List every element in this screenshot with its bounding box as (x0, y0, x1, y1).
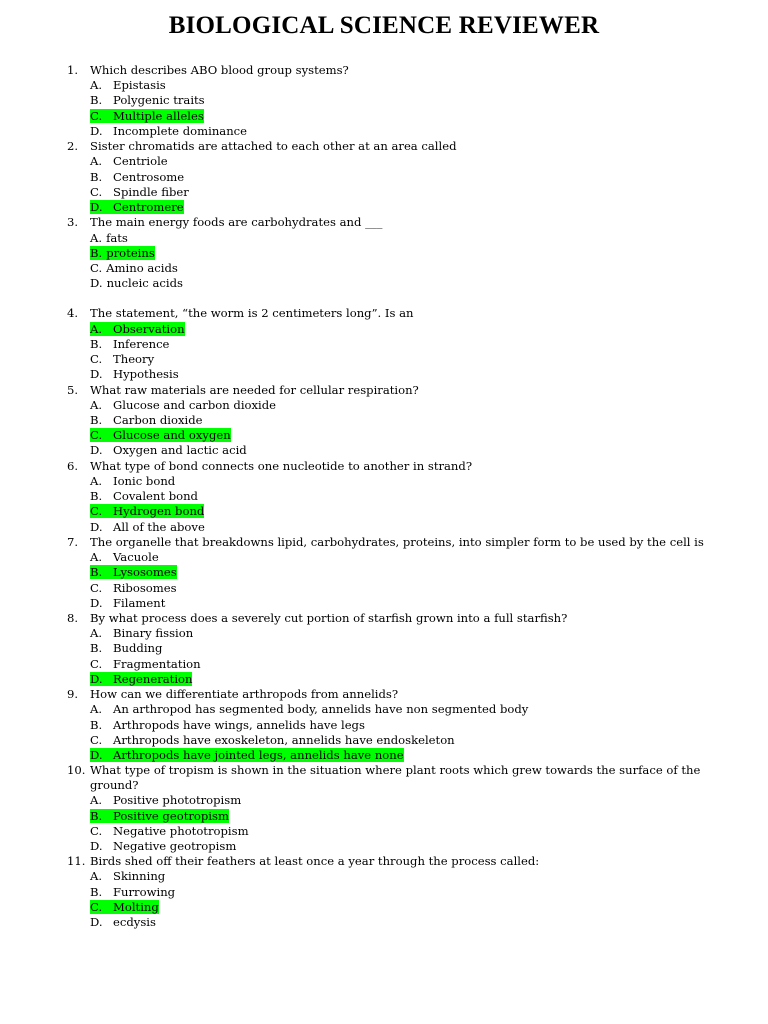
option-text: Centriole (113, 154, 168, 168)
option-text: Incomplete dominance (113, 124, 248, 138)
option-text: Molting (113, 900, 159, 914)
option-6b (90, 489, 198, 504)
option-letter: D. (90, 276, 103, 290)
option-8c (90, 657, 201, 672)
question-text: Which describes ABO blood group systems? (90, 63, 349, 77)
question-number: 9. (67, 687, 79, 701)
option-letter: A. (90, 793, 103, 807)
option-letter: A. (90, 398, 103, 412)
option-letter: C. (90, 900, 103, 914)
question-number: 8. (67, 611, 79, 625)
option-7b-correct (90, 565, 177, 580)
question-text: What type of tropism is shown in the situation where plant roots which grew towards the surface of the ground? (90, 763, 701, 793)
option-2a (90, 154, 168, 169)
option-letter: D. (90, 367, 103, 381)
option-text: Centromere (113, 200, 184, 214)
option-letter: D. (90, 520, 103, 534)
option-letter: C. (90, 733, 103, 747)
question-number: 3. (67, 215, 79, 229)
option-text: Negative phototropism (113, 824, 249, 838)
option-text: Arthropods have jointed legs, annelids have none (113, 748, 404, 762)
option-letter: A. (90, 231, 103, 245)
question-text: What type of bond connects one nucleotide to another in strand? (90, 459, 473, 473)
option-text: proteins (106, 246, 155, 260)
option-7a (90, 550, 159, 565)
correct-answer-highlight (90, 748, 404, 762)
option-text: Epistasis (113, 78, 166, 92)
correct-answer-highlight (90, 322, 185, 336)
option-11b (90, 885, 175, 900)
option-3b-correct (90, 246, 155, 261)
option-letter: D. (90, 124, 103, 138)
option-text: Furrowing (113, 885, 176, 899)
question-text: Birds shed off their feathers at least once a year through the process called: (90, 854, 540, 868)
option-text: nucleic acids (106, 276, 183, 290)
option-4c (90, 352, 154, 367)
correct-answer-highlight (90, 428, 231, 442)
option-letter: A. (90, 550, 103, 564)
option-4d (90, 367, 179, 382)
option-letter: C. (90, 581, 103, 595)
option-letter: C. (90, 428, 103, 442)
option-10a (90, 793, 241, 808)
option-text: Ionic bond (113, 474, 176, 488)
correct-answer-highlight (90, 504, 204, 518)
option-text: Glucose and oxygen (113, 428, 231, 442)
option-text: fats (106, 231, 128, 245)
option-7d (90, 596, 165, 611)
correct-answer-highlight (90, 809, 229, 823)
option-6a (90, 474, 175, 489)
option-text: Observation (113, 322, 185, 336)
option-5b (90, 413, 203, 428)
option-letter: A. (90, 322, 103, 336)
question-number: 4. (67, 306, 79, 320)
option-letter: B. (90, 718, 103, 732)
option-9b (90, 718, 365, 733)
option-letter: A. (90, 702, 103, 716)
question-text: Sister chromatids are attached to each other at an area called (90, 139, 457, 153)
option-text: Negative geotropism (113, 839, 237, 853)
option-text: Positive phototropism (113, 793, 242, 807)
option-text: Carbon dioxide (113, 413, 203, 427)
option-10b-correct (90, 809, 229, 824)
option-letter: B. (90, 93, 103, 107)
question-text: What raw materials are needed for cellular respiration? (90, 383, 419, 397)
option-text: Ribosomes (113, 581, 177, 595)
option-text: Budding (113, 641, 163, 655)
question-number: 5. (67, 383, 79, 397)
option-letter: A. (90, 474, 103, 488)
option-text: Lysosomes (113, 565, 177, 579)
option-letter: A. (90, 78, 103, 92)
option-text: Covalent bond (113, 489, 198, 503)
option-letter: C. (90, 261, 103, 275)
option-text: Binary fission (113, 626, 194, 640)
option-1c-correct (90, 109, 204, 124)
option-text: Skinning (113, 869, 166, 883)
option-letter: B. (90, 489, 103, 503)
option-11c-correct (90, 900, 159, 915)
option-1b (90, 93, 205, 108)
option-11d (90, 915, 156, 930)
option-text: Glucose and carbon dioxide (113, 398, 277, 412)
option-1d (90, 124, 247, 139)
option-8b (90, 641, 162, 656)
option-2c (90, 185, 189, 200)
option-text: Vacuole (113, 550, 159, 564)
option-letter: C. (90, 109, 103, 123)
option-text: Regeneration (113, 672, 193, 686)
option-letter: C. (90, 824, 103, 838)
option-letter: D. (90, 200, 103, 214)
option-text: Theory (113, 352, 155, 366)
question-text: How can we differentiate arthropods from annelids? (90, 687, 399, 701)
option-text: Oxygen and lactic acid (113, 443, 247, 457)
question-number: 7. (67, 535, 79, 549)
option-letter: B. (90, 885, 103, 899)
correct-answer-highlight (90, 109, 204, 123)
option-6c-correct (90, 504, 204, 519)
option-letter: A. (90, 154, 103, 168)
option-text: Filament (113, 596, 166, 610)
correct-answer-highlight (90, 565, 177, 579)
option-text: Positive geotropism (113, 809, 229, 823)
option-letter: D. (90, 915, 103, 929)
question-number: 6. (67, 459, 79, 473)
option-1a (90, 78, 166, 93)
option-text: All of the above (113, 520, 205, 534)
option-8d-correct (90, 672, 192, 687)
option-letter: D. (90, 748, 103, 762)
option-9a (90, 702, 528, 717)
option-3c (90, 261, 178, 276)
option-3a (90, 231, 128, 246)
option-letter: B. (90, 809, 103, 823)
question-number: 10. (67, 763, 86, 777)
option-2b (90, 170, 184, 185)
option-letter: A. (90, 869, 103, 883)
option-text: Arthropods have exoskeleton, annelids have endoskeleton (113, 733, 455, 747)
correct-answer-highlight (90, 200, 184, 214)
option-text: Amino acids (106, 261, 178, 275)
option-letter: B. (90, 641, 103, 655)
question-number: 1. (67, 63, 79, 77)
option-letter: C. (90, 352, 103, 366)
option-text: Hypothesis (113, 367, 179, 381)
option-letter: B. (90, 413, 103, 427)
option-letter: D. (90, 672, 103, 686)
option-text: An arthropod has segmented body, annelids have non segmented body (113, 702, 529, 716)
option-4b (90, 337, 169, 352)
option-10c (90, 824, 249, 839)
question-number: 2. (67, 139, 79, 153)
option-letter: B. (90, 565, 103, 579)
option-text: Hydrogen bond (113, 504, 205, 518)
option-5c-correct (90, 428, 231, 443)
option-text: Polygenic traits (113, 93, 205, 107)
option-letter: D. (90, 443, 103, 457)
option-11a (90, 869, 165, 884)
option-letter: B. (90, 337, 103, 351)
option-letter: D. (90, 839, 103, 853)
option-text: Fragmentation (113, 657, 201, 671)
option-text: Spindle fiber (113, 185, 189, 199)
option-text: Arthropods have wings, annelids have legs (113, 718, 365, 732)
option-5d (90, 443, 247, 458)
option-10d (90, 839, 236, 854)
question-text: By what process does a severely cut portion of starfish grown into a full starfish? (90, 611, 568, 625)
question-text: The statement, “the worm is 2 centimeters long”. Is an (90, 306, 414, 320)
question-text: The organelle that breakdowns lipid, carbohydrates, proteins, into simpler form to be used by the cell is (90, 535, 704, 549)
option-7c (90, 581, 177, 596)
option-letter: D. (90, 596, 103, 610)
option-5a (90, 398, 276, 413)
correct-answer-highlight (90, 246, 155, 260)
option-text: Inference (113, 337, 170, 351)
option-text: ecdysis (113, 915, 156, 929)
page-title: BIOLOGICAL SCIENCE REVIEWER (168, 12, 600, 39)
option-2d-correct (90, 200, 184, 215)
option-letter: C. (90, 504, 103, 518)
option-letter: A. (90, 626, 103, 640)
question-text: The main energy foods are carbohydrates and ___ (90, 215, 383, 229)
option-6d (90, 520, 205, 535)
option-text: Multiple alleles (113, 109, 204, 123)
option-letter: B. (90, 246, 103, 260)
option-text: Centrosome (113, 170, 185, 184)
correct-answer-highlight (90, 672, 192, 686)
option-8a (90, 626, 193, 641)
option-letter: C. (90, 657, 103, 671)
option-4a-correct (90, 322, 185, 337)
option-letter: C. (90, 185, 103, 199)
option-3d (90, 276, 183, 291)
option-letter: B. (90, 170, 103, 184)
option-9c (90, 733, 455, 748)
option-9d-correct (90, 748, 404, 763)
question-number: 11. (67, 854, 86, 868)
correct-answer-highlight (90, 900, 159, 914)
